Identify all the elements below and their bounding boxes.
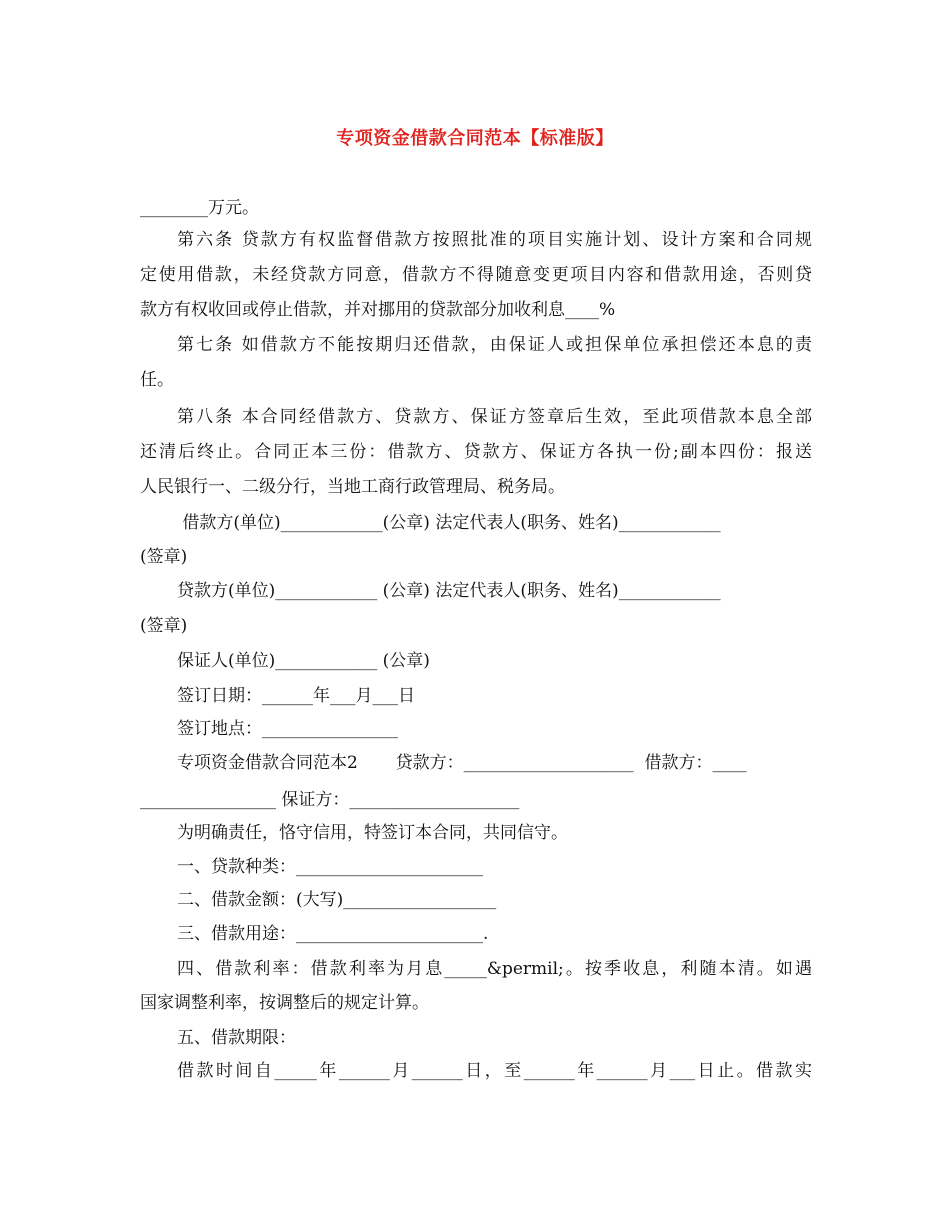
clause-line: 二、借款金额：(大写)__________________ [177, 890, 497, 910]
paragraph-line: 任。 [140, 370, 174, 390]
paragraph-line: 定使用借款，未经贷款方同意，借款方不得随意变更项目内容和借款用途，否则贷 [140, 265, 812, 285]
contract-2-header-line: ________________ 保证方：____________________ [140, 790, 520, 810]
paragraph-line: 第八条 本合同经借款方、贷款方、保证方签章后生效，至此项借款本息全部 [177, 407, 812, 427]
signature-line: 贷款方(单位)____________ (公章) 法定代表人(职务、姓名)____________ [177, 581, 721, 601]
clause-line: 国家调整利率，按调整后的规定计算。 [140, 993, 429, 1013]
paragraph-line: 还清后终止。合同正本三份：借款方、贷款方、保证方各执一份;副本四份：报送 [140, 442, 812, 462]
clause-line: 五、借款期限： [177, 1028, 296, 1048]
signature-line: (签章) [140, 547, 188, 567]
signature-line: 借款方(单位)____________(公章) 法定代表人(职务、姓名)____________ [177, 513, 721, 533]
signature-line: (签章) [140, 616, 188, 636]
text-line: ________万元。 [140, 198, 259, 218]
paragraph-line: 人民银行一、二级分行，当地工商行政管理局、税务局。 [140, 477, 565, 497]
signing-place-line: 签订地点：________________ [177, 719, 398, 739]
clause-line: 三、借款用途：______________________. [177, 924, 489, 944]
signing-date-line: 签订日期：______年___月___日 [177, 686, 415, 706]
paragraph-line: 第七条 如借款方不能按期归还借款，由保证人或担保单位承担偿还本息的责 [177, 335, 812, 355]
paragraph-line: 为明确责任，恪守信用，特签订本合同，共同信守。 [177, 823, 568, 843]
contract-2-header-line: 专项资金借款合同范本2 贷款方：____________________ 借款方：____ [177, 753, 747, 773]
document-title: 专项资金借款合同范本【标准版】 [336, 128, 614, 149]
signature-line: 保证人(单位)____________ (公章) [177, 651, 430, 671]
clause-line: 一、贷款种类：______________________ [177, 857, 483, 877]
clause-line: 四、借款利率：借款利率为月息_____&permil;。按季收息，利随本清。如遇 [177, 959, 812, 979]
paragraph-line: 第六条 贷款方有权监督借款方按照批准的项目实施计划、设计方案和合同规 [177, 230, 812, 250]
paragraph-line: 款方有权收回或停止借款，并对挪用的贷款部分加收利息____% [140, 300, 616, 320]
clause-line: 借款时间自_____年______月______日，至______年______月___日止。借款实 [177, 1061, 812, 1081]
